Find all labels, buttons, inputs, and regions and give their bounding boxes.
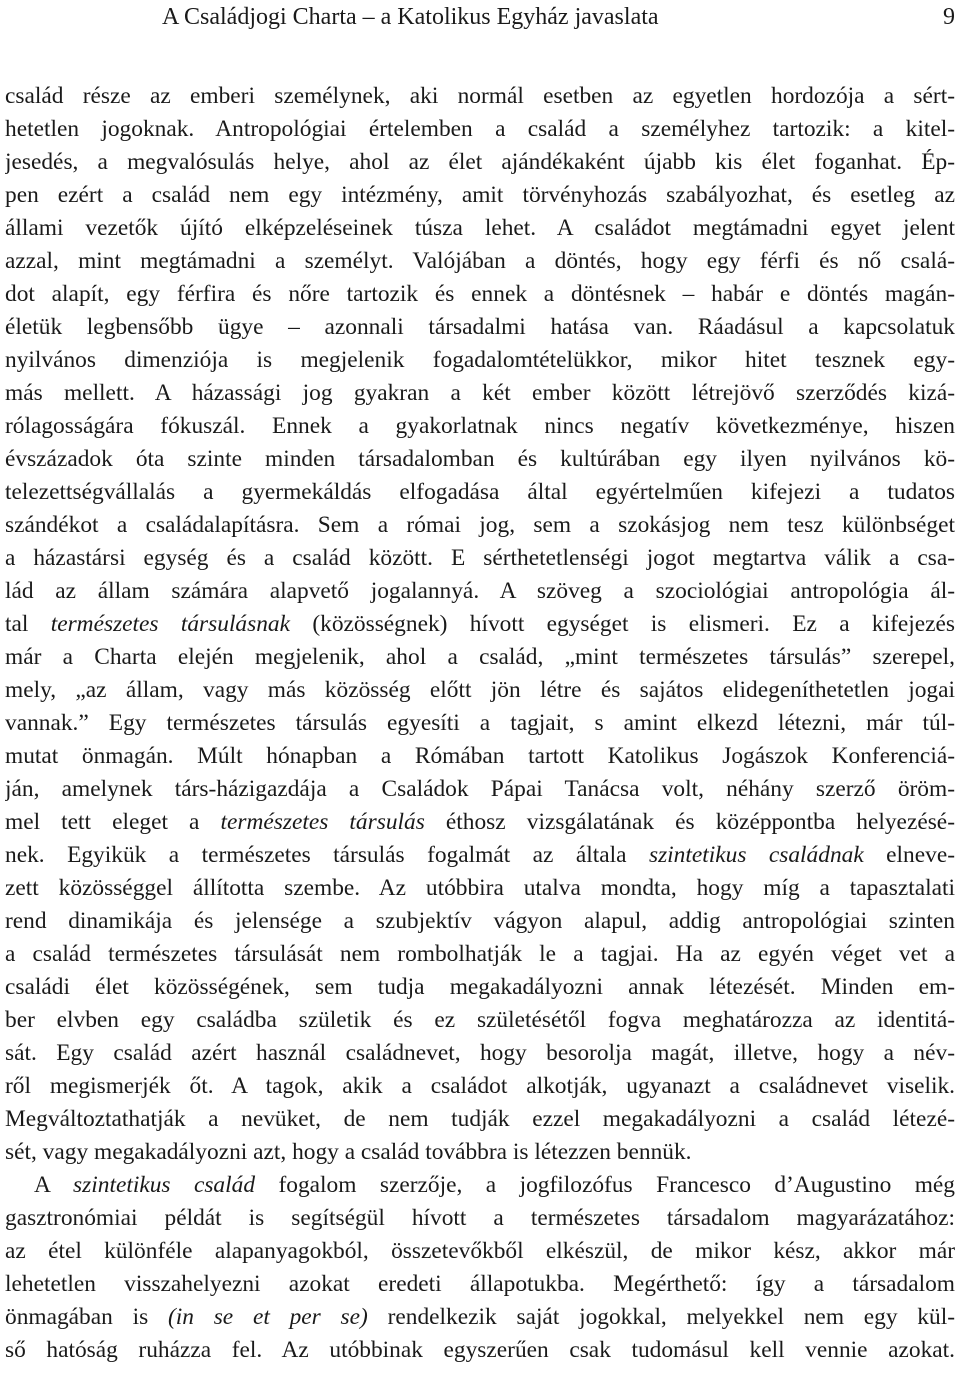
text-segment: fogalom szerzője, a jogfilozófus Francesco d’Augustino még <box>255 1172 955 1198</box>
text-segment: tal <box>5 611 51 637</box>
text-segment: ján, amelynek társ-házigazdája a Családok Pápai Tanácsa volt, néhány szerző öröm- <box>5 776 955 802</box>
text-line <box>5 146 955 179</box>
text-segment: ső hatóság ruházza fel. Az utóbbinak egyszerűen csak tudomásul kell vennie azokat. <box>5 1337 955 1363</box>
text-segment: rólagosságára fókuszál. Ennek a gyakorlatnak nincs negatív következménye, hiszen <box>5 413 955 439</box>
text-segment: ről megismerjék őt. A tagok, akik a családot alkotják, ugyanazt a családnevet viselik. <box>5 1073 955 1099</box>
text-segment: életük legbensőbb ügye – azonnali társadalmi hatása van. Ráadásul a kapcsolatuk <box>5 314 955 340</box>
italic-phrase: természetes társulásnak <box>50 611 291 637</box>
text-line <box>5 377 955 410</box>
text-line <box>5 311 955 344</box>
text-line <box>5 476 955 509</box>
page-number: 9 <box>943 4 955 30</box>
text-line <box>5 1070 955 1103</box>
text-line <box>5 806 955 839</box>
text-line <box>5 938 955 971</box>
text-line <box>5 1202 955 1235</box>
text-segment: dot alapít, egy férfira és nőre tartozik és ennek a döntésnek – habár e döntés magán- <box>5 281 955 307</box>
text-segment: önmagában is <box>5 1304 168 1330</box>
text-line <box>5 80 955 113</box>
text-segment: mely, „az állam, vagy más közösség előtt jön létre és sajátos elidegeníthetetlen jogai <box>5 677 955 703</box>
text-line <box>5 344 955 377</box>
text-line <box>5 1169 955 1202</box>
text-segment: elneve- <box>863 842 955 868</box>
text-segment: Megváltoztathatják a nevüket, de nem tudják ezzel megakadályozni a család létezé- <box>5 1106 955 1132</box>
text-line <box>5 575 955 608</box>
text-line <box>5 839 955 872</box>
text-segment: A <box>34 1172 74 1198</box>
text-segment: a házastársi egység és a család között. E sérthetetlenségi jogot megtartva válik a csa- <box>5 545 955 571</box>
text-line <box>5 608 955 641</box>
text-line <box>5 443 955 476</box>
text-segment: rend dinamikája és jelensége a szubjektív vágyon alapul, addig antropológiai szinten <box>5 908 955 934</box>
text-line <box>5 1235 955 1268</box>
text-segment: mel tett eleget a <box>5 809 221 835</box>
text-line <box>5 773 955 806</box>
text-segment: (közösségnek) hívott egységet is elismeri. Ez a kifejezés <box>290 611 955 637</box>
text-segment: állami vezetők újító elképzeléseinek túsza lehet. A családot megtámadni egyet jelent <box>5 215 955 241</box>
text-segment: vannak.” Egy természetes társulás egyesíti a tagjait, s amint elkezd létezni, már túl- <box>5 710 955 736</box>
text-line <box>5 179 955 212</box>
text-segment: éthosz vizsgálatának és középpontba helyezésé- <box>424 809 955 835</box>
italic-phrase: szintetikus családnak <box>648 842 864 868</box>
text-line <box>5 410 955 443</box>
text-line <box>5 1301 955 1334</box>
italic-phrase: szintetikus család <box>73 1172 256 1198</box>
running-header <box>0 2 960 32</box>
text-segment: mutat önmagán. Múlt hónapban a Rómában tartott Katolikus Jogászok Konferenciá- <box>5 743 955 769</box>
text-segment: sát. Egy család azért használ családnevet, hogy besorolja magát, illetve, hogy a név- <box>5 1040 955 1066</box>
text-segment: nek. Egyikük a természetes társulás fogalmát az általa <box>5 842 649 868</box>
text-segment: telezettségvállalás a gyermekáldás elfogadása által egyértelműen kifejezi a tudatos <box>5 479 955 505</box>
text-segment: jesedés, a megvalósulás helye, ahol az élet ajándékaként újabb kis élet foganhat. Ép- <box>5 149 955 175</box>
text-segment: évszázadok óta szinte minden társadalomban és kultúrában egy ilyen nyilvános kö- <box>5 446 955 472</box>
text-line <box>5 1268 955 1301</box>
text-line <box>5 113 955 146</box>
text-line <box>5 1334 955 1367</box>
text-line <box>5 278 955 311</box>
text-line <box>5 674 955 707</box>
italic-phrase: (in se et per se) <box>167 1304 368 1330</box>
text-segment: gasztronómiai példát is segítségül hívott a természetes társadalom magyarázatához: <box>5 1205 955 1231</box>
text-segment: rendelkezik saját jogokkal, melyekkel nem egy kül- <box>367 1304 955 1330</box>
text-line <box>5 641 955 674</box>
text-segment: család része az emberi személynek, aki normál esetben az egyetlen hordozója a sért- <box>5 83 955 109</box>
text-line <box>5 740 955 773</box>
text-line <box>5 509 955 542</box>
text-line <box>5 1004 955 1037</box>
italic-phrase: természetes társulás <box>220 809 425 835</box>
text-segment: már a Charta elején megjelenik, ahol a család, „mint természetes társulás” szerepel, <box>5 644 955 670</box>
text-segment: lehetetlen visszahelyezni azokat eredeti állapotukba. Megérthető: így a társadalom <box>5 1271 955 1297</box>
text-line <box>5 905 955 938</box>
running-title: A Családjogi Charta – a Katolikus Egyház javaslata <box>162 4 659 30</box>
text-segment: azzal, mint megtámadni a személyt. Valójában a döntés, hogy egy férfi és nő csalá- <box>5 248 955 274</box>
text-segment: zett közösséggel állította szembe. Az utóbbira utalva mondta, hogy míg a tapasztalati <box>5 875 955 901</box>
text-line <box>5 872 955 905</box>
text-segment: sét, vagy megakadályozni azt, hogy a család továbbra is létezzen bennük. <box>5 1139 692 1165</box>
text-segment: ber elvben egy családba születik és ez születésétől fogva meghatározza az identitá- <box>5 1007 955 1033</box>
text-segment: nyilvános dimenziója is megjelenik fogadalomtételükkor, mikor hitet tesznek egy- <box>5 347 955 373</box>
text-line <box>5 1136 955 1169</box>
text-segment: az étel különféle alapanyagokból, összetevőkből elkészül, de mikor kész, akkor már <box>5 1238 955 1264</box>
text-line <box>5 245 955 278</box>
text-segment: hetetlen jogoknak. Antropológiai értelemben a család a személyhez tartozik: a kitel- <box>5 116 955 142</box>
body-text <box>5 80 955 1367</box>
text-line <box>5 1037 955 1070</box>
text-segment: pen ezért a család nem egy intézmény, amit törvényhozás szabályozhat, és esetleg az <box>5 182 955 208</box>
text-segment: más mellett. A házassági jog gyakran a két ember között létrejövő szerződés kizá- <box>5 380 955 406</box>
text-segment: a család természetes társulását nem rombolhatják le a tagjai. Ha az egyén véget vet a <box>5 941 955 967</box>
text-line <box>5 971 955 1004</box>
text-line <box>5 1103 955 1136</box>
text-segment: családi élet közösségének, sem tudja megakadályozni annak létezését. Minden em- <box>5 974 955 1000</box>
text-line <box>5 212 955 245</box>
text-line <box>5 542 955 575</box>
text-segment: szándékot a családalapításra. Sem a római jog, sem a szokásjog nem tesz különbséget <box>5 512 955 538</box>
text-segment: lád az állam számára alapvető jogalannyá. A szöveg a szociológiai antropológia ál- <box>5 578 955 604</box>
text-line <box>5 707 955 740</box>
